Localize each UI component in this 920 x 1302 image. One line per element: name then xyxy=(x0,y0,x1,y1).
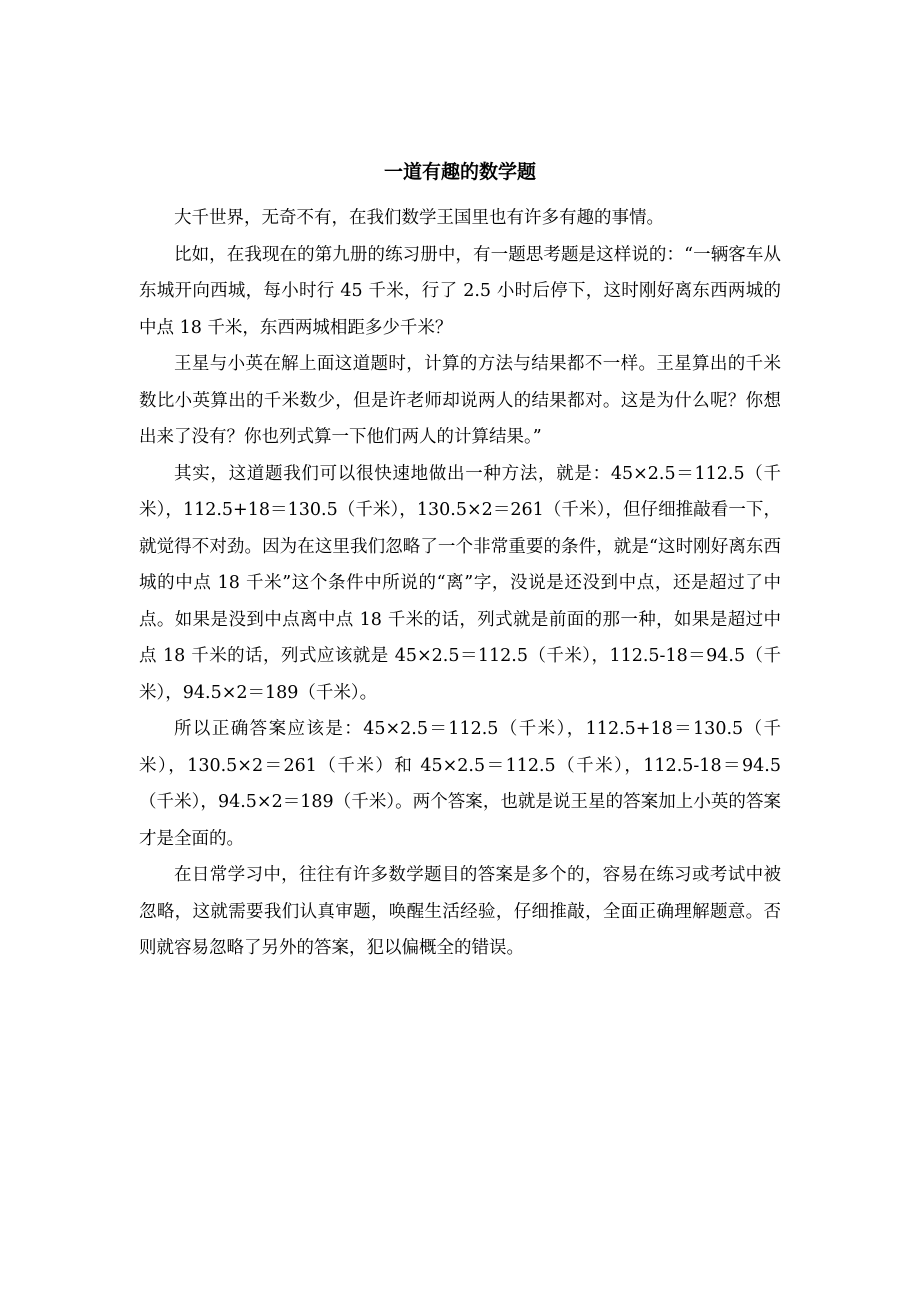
paragraph-answer: 所以正确答案应该是：45×2.5＝112.5（千米），112.5+18＝130.5（千米），130.5×2＝261（千米）和 45×2.5＝112.5（千米），112.5-18＝94.5（千米），94.5×2＝189（千米）。两个答案，也就是说王星的答案加上小英的答案才是全面的。 xyxy=(139,719,781,849)
paragraph-question: 王星与小英在解上面这道题时，计算的方法与结果都不一样。王星算出的千米数比小英算出的千米数少，但是许老师却说两人的结果都对。这是为什么呢？你想出来了没有？你也列式算一下他们两人的计算结果。” xyxy=(139,354,781,447)
paragraph-intro: 大千世界，无奇不有，在我们数学王国里也有许多有趣的事情。 xyxy=(174,208,664,228)
paragraph-problem: 比如，在我现在的第九册的练习册中，有一题思考题是这样说的：“一辆客车从东城开向西城，每小时行 45 千米，行了 2.5 小时后停下，这时刚好离东西两城的中点 18 千米，东西两城相距多少千米？ xyxy=(139,244,781,338)
document-body xyxy=(139,200,781,967)
document-title: 一道有趣的数学题 xyxy=(383,161,536,183)
paragraph-conclusion: 在日常学习中，往往有许多数学题目的答案是多个的，容易在练习或考试中被忽略，这就需要我们认真审题，唤醒生活经验，仔细推敲，全面正确理解题意。否则就容易忽略了另外的答案，犯以偏概全的错误。 xyxy=(139,865,781,958)
paragraph-analysis: 其实，这道题我们可以很快速地做出一种方法，就是：45×2.5＝112.5（千米），112.5+18＝130.5（千米），130.5×2＝261（千米），但仔细推敲看一下，就觉得不对劲。因为在这里我们忽略了一个非常重要的条件，就是“这时刚好离东西城的中点 18 千米”这个条件中所说的“离”字，没说是还没到中点，还是超过了中点。如果是没到中点离中点 18 千米的话，列式就是前面的那一种，如果是超过中点 18 千米的话，列式应该就是 45×2.5＝112.5（千米），112.5-18＝94.5（千米），94.5×2＝189（千米）。 xyxy=(139,463,781,703)
